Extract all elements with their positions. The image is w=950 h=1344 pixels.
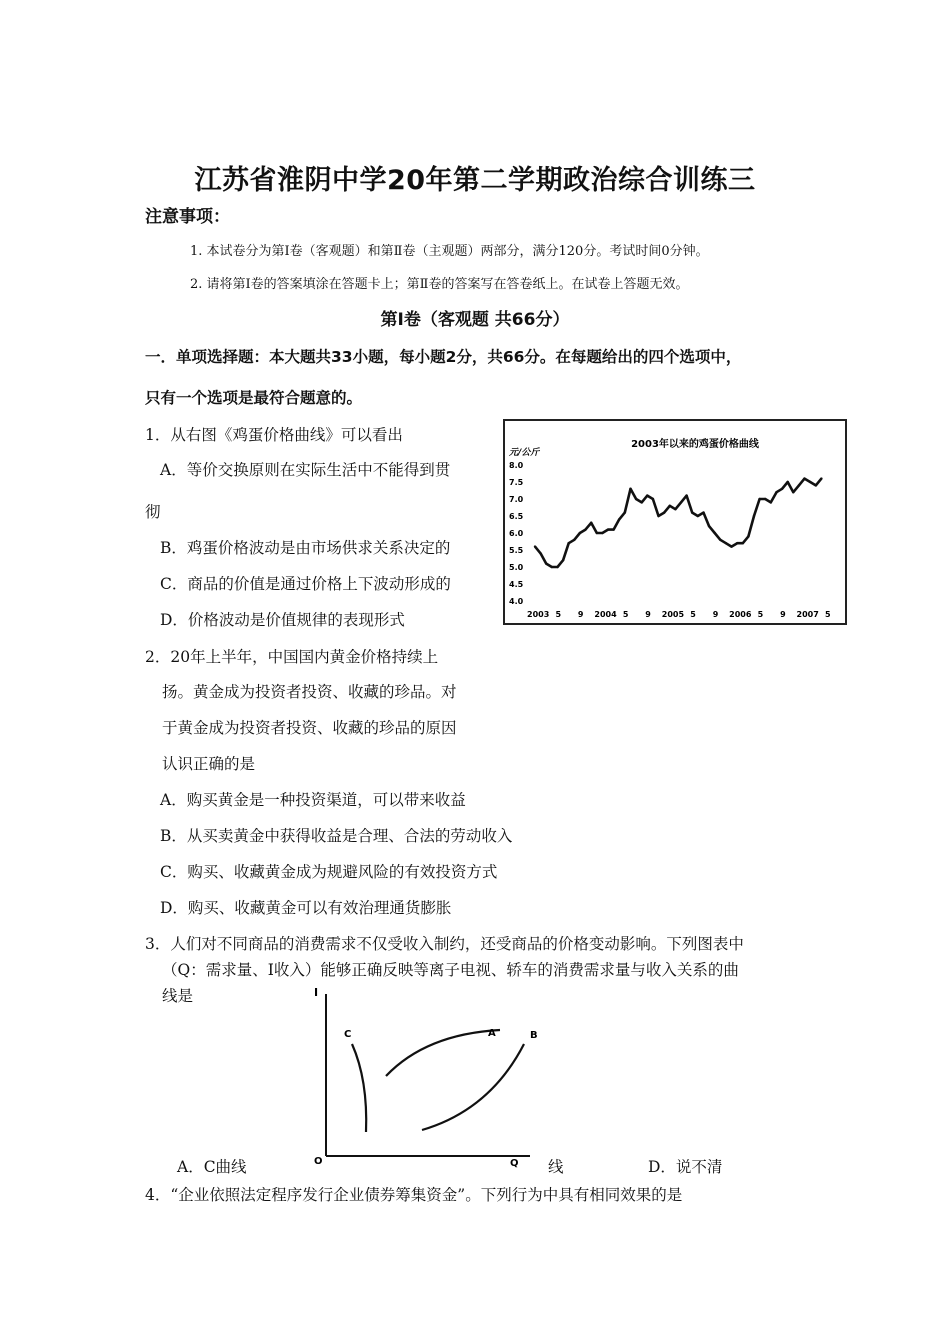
- y-tick-label: 7.0: [509, 495, 524, 504]
- egg-price-point: [719, 539, 721, 541]
- q1-stem: 1．从右图《鸡蛋价格曲线》可以看出: [145, 426, 403, 444]
- egg-price-point: [820, 477, 822, 479]
- section-title: 第Ⅰ卷（客观题 共66分）: [380, 310, 570, 330]
- x-tick-label: 5: [622, 610, 629, 619]
- egg-price-point: [551, 566, 553, 568]
- egg-price-point: [646, 494, 648, 496]
- notice-item-2: 2. 请将第Ⅰ卷的答案填涂在答题卡上；第Ⅱ卷的答案写在答卷纸上。在试卷上答题无效。: [190, 277, 689, 292]
- q4-stem: 4．“企业依照法定程序发行企业债券筹集资金”。下列行为中具有相同效果的是: [145, 1186, 683, 1204]
- egg-price-point: [680, 501, 682, 503]
- page-title: 江苏省淮阴中学20年第二学期政治综合训练三: [194, 165, 756, 196]
- q2-option-d: D．购买、收藏黄金可以有效治理通货膨胀: [160, 899, 452, 917]
- egg-price-point: [545, 562, 547, 564]
- egg-price-point: [534, 545, 536, 547]
- y-tick-label: 7.5: [509, 478, 524, 487]
- egg-price-point: [714, 532, 716, 534]
- egg-price-point: [663, 511, 665, 513]
- egg-price-point: [652, 498, 654, 500]
- egg-price-point: [629, 488, 631, 490]
- x-tick-label: 2003: [527, 610, 550, 619]
- egg-price-point: [562, 559, 564, 561]
- x-tick-label: 5: [555, 610, 562, 619]
- egg-price-point: [775, 491, 777, 493]
- section-description-line1: 一．单项选择题：本大题共33小题，每小题2分，共66分。在每题给出的四个选项中，: [145, 348, 742, 366]
- x-tick-label: 9: [577, 610, 584, 619]
- egg-price-point: [641, 501, 643, 503]
- q1-option-a: A．等价交换原则在实际生活中不能得到贯: [160, 461, 451, 479]
- egg-price-chart-svg: [505, 421, 845, 623]
- egg-price-point: [669, 505, 671, 507]
- chart-title: 2003年以来的鸡蛋价格曲线: [631, 439, 759, 450]
- egg-price-point: [539, 552, 541, 554]
- x-tick-label: 9: [645, 610, 651, 619]
- notice-heading: 注意事项：: [145, 207, 230, 227]
- egg-price-point: [730, 545, 732, 547]
- y-tick-label: 4.0: [509, 597, 524, 606]
- egg-price-series-line: [535, 479, 821, 567]
- egg-price-point: [573, 539, 575, 541]
- egg-price-point: [787, 481, 789, 483]
- egg-price-point: [702, 511, 704, 513]
- egg-price-point: [657, 515, 659, 517]
- y-tick-label: 4.5: [509, 580, 524, 589]
- egg-price-point: [579, 532, 581, 534]
- notice-item-1: 1. 本试卷分为第Ⅰ卷（客观题）和第Ⅱ卷（主观题）两部分，满分120分。考试时间0分钟。: [190, 244, 709, 259]
- section-description-line2: 只有一个选项是最符合题意的。: [145, 389, 363, 407]
- x-tick-label: 2004: [594, 610, 617, 619]
- curve-b: [422, 1044, 524, 1130]
- q1-option-c: C．商品的价值是通过价格上下波动形成的: [160, 575, 451, 593]
- egg-price-point: [584, 528, 586, 530]
- q2-option-a: A．购买黄金是一种投资渠道，可以带来收益: [160, 791, 466, 809]
- q1-option-a-cont: 彻: [145, 503, 161, 521]
- egg-price-point: [635, 498, 637, 500]
- x-tick-label: 2005: [661, 610, 685, 619]
- q2-option-c: C．购买、收藏黄金成为规避风险的有效投资方式: [160, 863, 498, 881]
- x-tick-label: 5: [757, 610, 764, 619]
- y-tick-label: 5.0: [509, 563, 524, 572]
- q3-stem-line3: 线是: [162, 987, 194, 1005]
- egg-price-point: [770, 501, 772, 503]
- q3-stem-line2: （Q：需求量、I收入）能够正确反映等离子电视、轿车的消费需求量与收入关系的曲: [162, 961, 739, 979]
- egg-price-point: [674, 508, 676, 510]
- q2-stem-line1: 2．20年上半年，中国国内黄金价格持续上: [145, 648, 439, 666]
- egg-price-point: [568, 542, 570, 544]
- egg-price-point: [624, 511, 626, 513]
- egg-price-point: [815, 484, 817, 486]
- egg-price-point: [736, 542, 738, 544]
- y-tick-label: 6.5: [509, 512, 524, 521]
- q1-option-d: D．价格波动是价值规律的表现形式: [160, 611, 405, 629]
- q3-stem-line1: 3．人们对不同商品的消费需求不仅受收入制约，还受商品的价格变动影响。下列图表中: [145, 935, 744, 953]
- egg-price-point: [607, 528, 609, 530]
- x-tick-label: 9: [712, 610, 719, 619]
- q3-option-c-fragment: 线: [548, 1158, 564, 1176]
- chart-y-label: 元/公斤: [509, 448, 540, 458]
- egg-price-point: [685, 494, 687, 496]
- q3-option-a: A．C曲线: [177, 1158, 247, 1176]
- graph-axis-label-i: I: [314, 986, 319, 999]
- egg-price-point: [747, 535, 749, 537]
- egg-price-point: [590, 522, 592, 524]
- q2-option-b: B．从买卖黄金中获得收益是合理、合法的劳动收入: [160, 827, 513, 845]
- egg-price-point: [798, 484, 800, 486]
- curve-c-label: C: [344, 1029, 352, 1040]
- egg-price-point: [556, 566, 558, 568]
- egg-price-chart: [503, 419, 847, 625]
- curve-c: [352, 1044, 366, 1132]
- y-tick-label: 8.0: [509, 461, 524, 470]
- x-tick-label: 5: [690, 610, 696, 619]
- egg-price-point: [697, 515, 699, 517]
- q2-stem-line2: 扬。黄金成为投资者投资、收藏的珍品。对: [162, 683, 457, 701]
- egg-price-point: [618, 518, 620, 520]
- egg-price-point: [612, 528, 614, 530]
- egg-price-point: [753, 515, 755, 517]
- egg-price-point: [781, 488, 783, 490]
- egg-price-point: [601, 532, 603, 534]
- curve-a: [386, 1030, 500, 1076]
- y-tick-label: 5.5: [509, 546, 524, 555]
- egg-price-point: [809, 481, 811, 483]
- egg-price-point: [596, 532, 598, 534]
- egg-price-point: [691, 511, 693, 513]
- y-axis-ticks: [509, 461, 524, 606]
- curve-b-label: B: [530, 1030, 538, 1041]
- egg-price-point: [742, 542, 744, 544]
- y-tick-label: 6.0: [509, 529, 524, 538]
- x-tick-label: 9: [780, 610, 786, 619]
- q2-stem-line4: 认识正确的是: [162, 755, 256, 773]
- x-tick-label: 5: [825, 610, 831, 619]
- egg-price-point: [792, 491, 794, 493]
- x-tick-label: 2007: [796, 610, 819, 619]
- egg-price-point: [725, 542, 727, 544]
- demand-income-graph: [300, 980, 560, 1170]
- q2-stem-line3: 于黄金成为投资者投资、收藏的珍品的原因: [162, 719, 457, 737]
- q3-option-d: D．说不清: [648, 1158, 723, 1176]
- q1-option-b: B．鸡蛋价格波动是由市场供求关系决定的: [160, 539, 451, 557]
- egg-price-point: [758, 498, 760, 500]
- curve-a-label: A: [488, 1028, 496, 1039]
- graph-origin-label: O: [314, 1156, 323, 1167]
- x-tick-label: 2006: [729, 610, 752, 619]
- egg-price-point: [764, 498, 766, 500]
- egg-price-point: [803, 477, 805, 479]
- x-axis-ticks: [527, 610, 831, 619]
- graph-axis-label-q: Q: [510, 1158, 519, 1169]
- egg-price-point: [708, 525, 710, 527]
